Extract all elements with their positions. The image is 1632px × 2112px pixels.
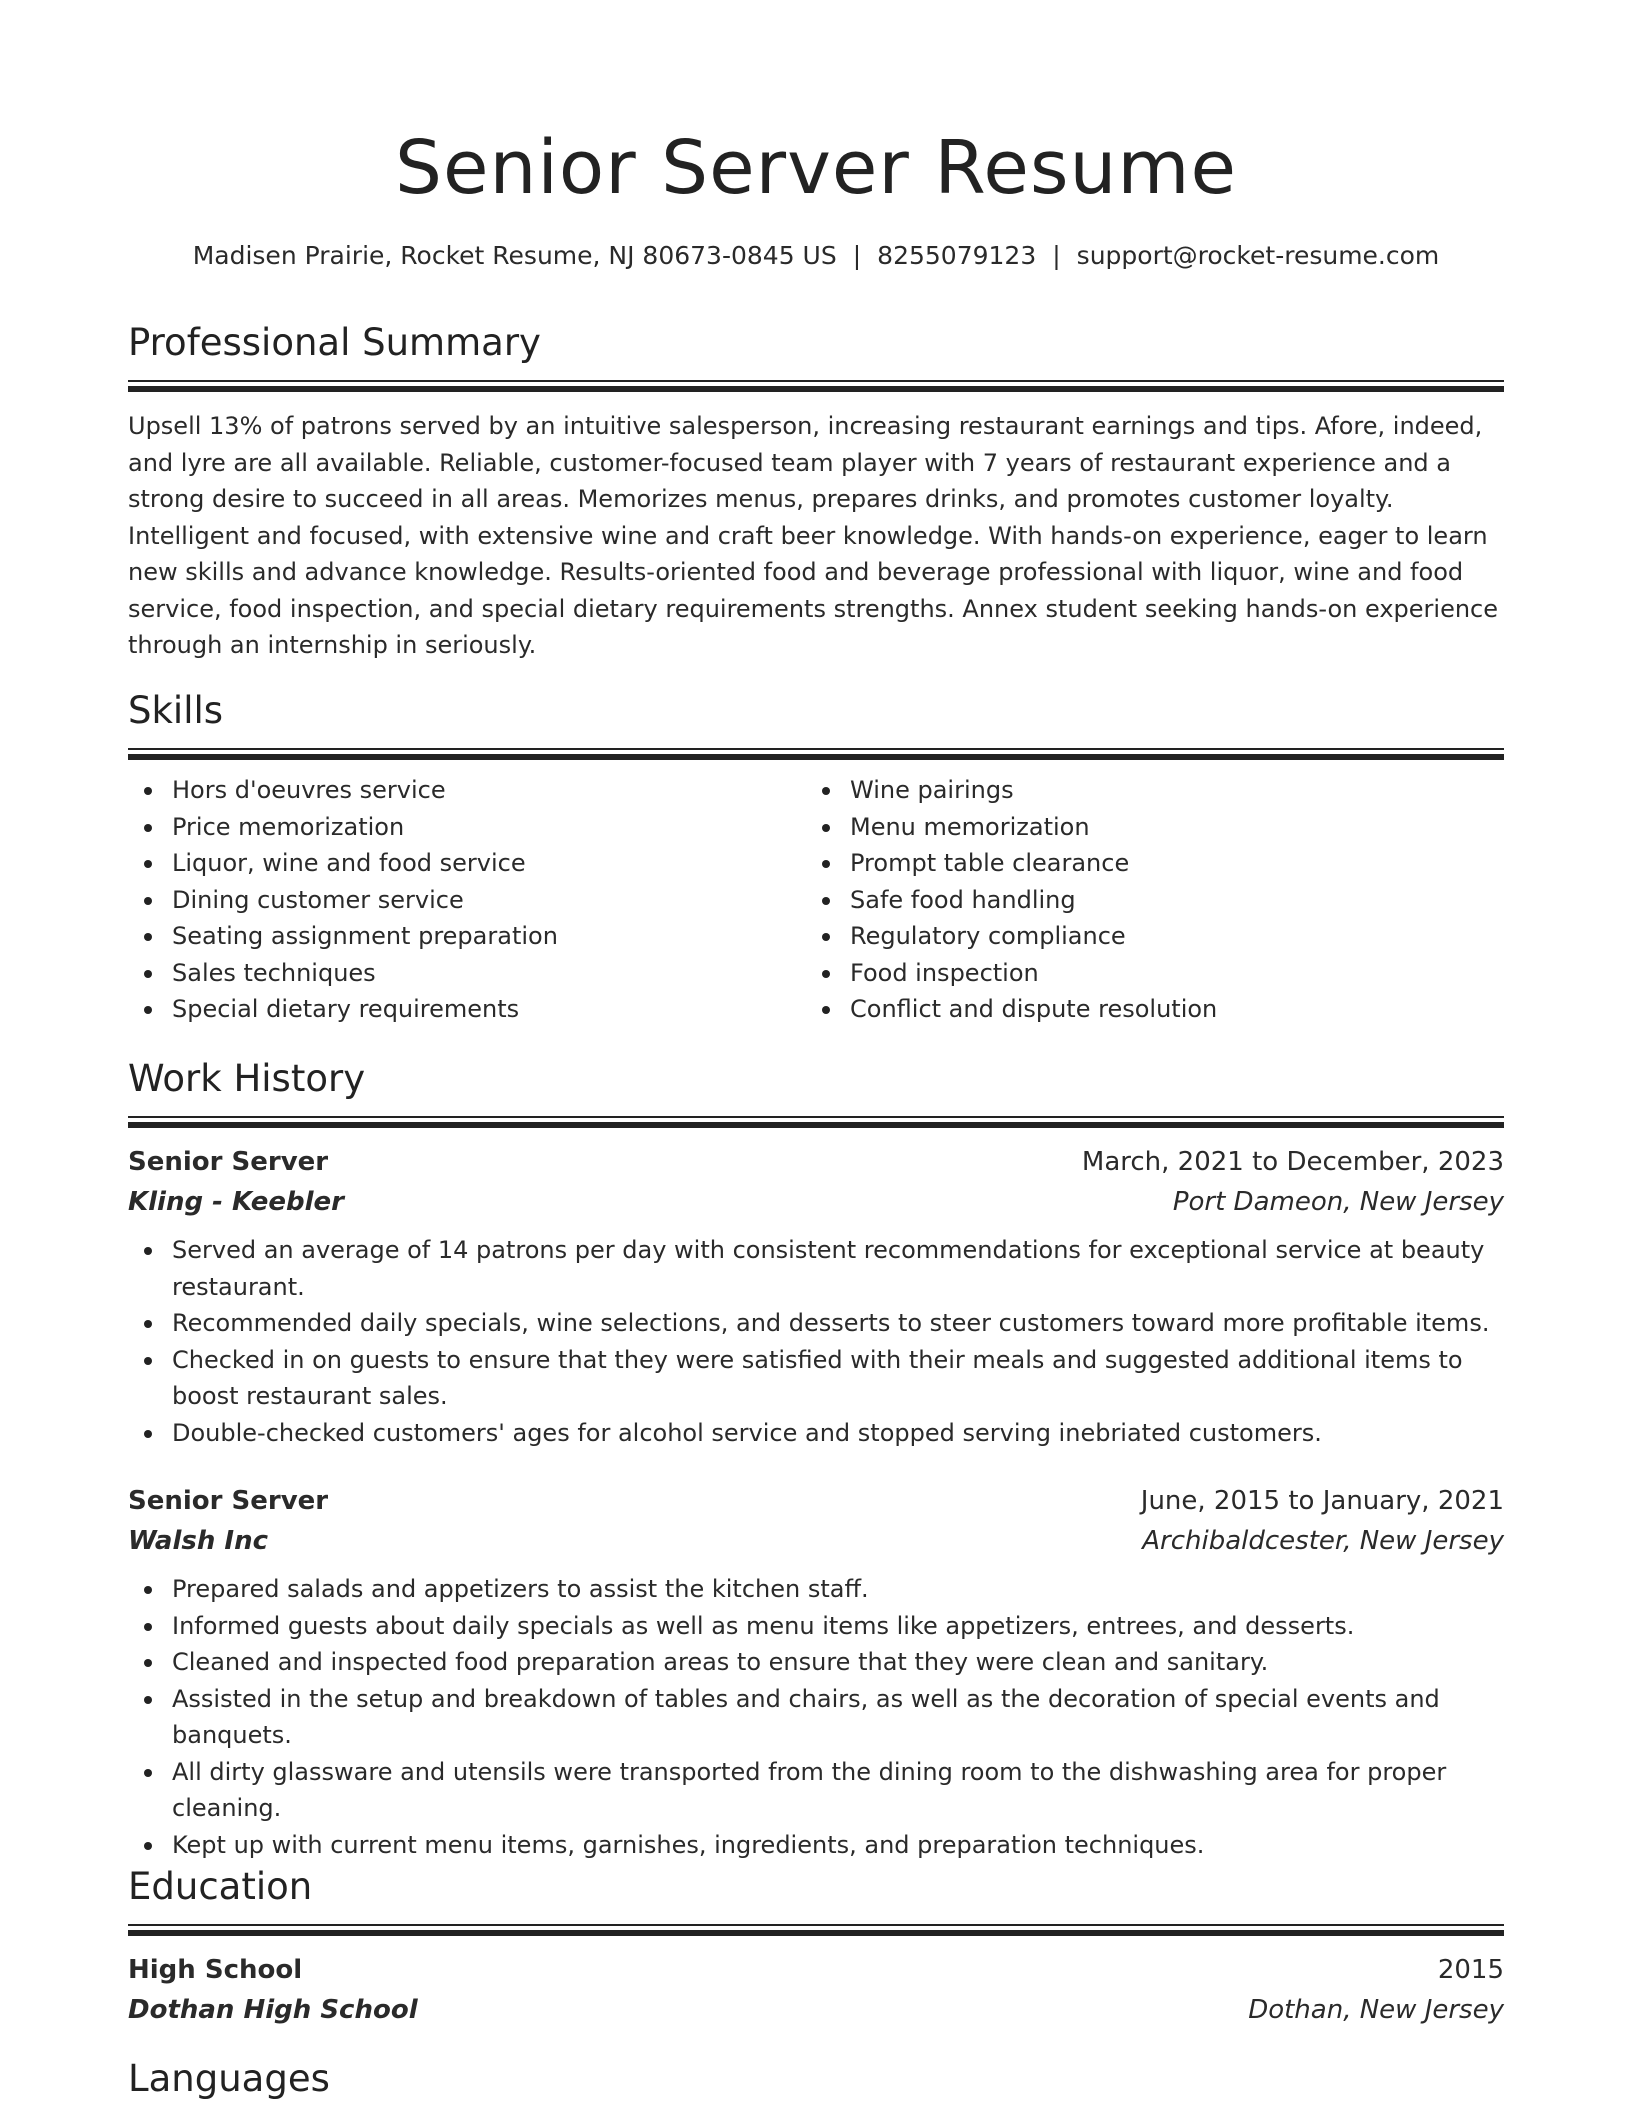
- resume-title: Senior Server Resume: [394, 125, 1238, 211]
- skills-columns: [128, 772, 1504, 1028]
- education-heading: Education: [128, 1865, 313, 1908]
- section-divider: [128, 1924, 1504, 1926]
- education-section: [128, 1862, 1504, 2030]
- skill-item: Prompt table clearance: [806, 845, 1484, 882]
- job-bullet: Served an average of 14 patrons per day with consistent recommendations for exceptional service at beauty restaurant.: [128, 1232, 1504, 1305]
- languages-section: [128, 2054, 1504, 2104]
- job-bullets: [128, 1232, 1504, 1451]
- job-title: Senior Server: [128, 1147, 329, 1177]
- skill-item: Dining customer service: [128, 882, 806, 919]
- job-bullet: Kept up with current menu items, garnishes, ingredients, and preparation techniques.: [128, 1827, 1504, 1864]
- skill-item: Sales techniques: [128, 955, 806, 992]
- job-bullets: [128, 1571, 1504, 1863]
- job-dates: June, 2015 to January, 2021: [1140, 1486, 1504, 1516]
- job-bullet: Assisted in the setup and breakdown of tables and chairs, as well as the decoration of special events and banquets.: [128, 1681, 1504, 1754]
- job-bullet: Checked in on guests to ensure that they were satisfied with their meals and suggested additional items to boost restaurant sales.: [128, 1342, 1504, 1415]
- summary-section: [128, 318, 1504, 664]
- education-entry: [128, 1950, 1504, 2030]
- job-entry: [128, 1481, 1504, 1863]
- work-history-heading: Work History: [128, 1057, 366, 1100]
- contact-separator: |: [1052, 241, 1061, 270]
- job-bullet: Recommended daily specials, wine selections, and desserts to steer customers toward more profitable items.: [128, 1305, 1504, 1342]
- skills-list-right: [806, 772, 1484, 1028]
- contact-address: Madisen Prairie, Rocket Resume, NJ 80673-0845 US: [192, 241, 837, 270]
- section-divider-thick: [128, 754, 1504, 760]
- job-company: Walsh Inc: [128, 1526, 269, 1556]
- skill-item: Liquor, wine and food service: [128, 845, 806, 882]
- skill-item: Wine pairings: [806, 772, 1484, 809]
- job-bullet: Informed guests about daily specials as well as menu items like appetizers, entrees, and desserts.: [128, 1608, 1504, 1645]
- contact-phone: 8255079123: [877, 241, 1037, 270]
- job-location: Port Dameon, New Jersey: [1172, 1187, 1504, 1217]
- section-divider-thick: [128, 386, 1504, 392]
- job-bullet: All dirty glassware and utensils were transported from the dining room to the dishwashing area for proper cleaning.: [128, 1754, 1504, 1827]
- job-title: Senior Server: [128, 1486, 329, 1516]
- job-location: Archibaldcester, New Jersey: [1142, 1526, 1504, 1556]
- languages-heading: Languages: [128, 2057, 330, 2100]
- job-company: Kling - Keebler: [128, 1187, 344, 1217]
- section-divider-thick: [128, 1122, 1504, 1128]
- skill-item: Seating assignment preparation: [128, 918, 806, 955]
- job-bullet: Double-checked customers' ages for alcohol service and stopped serving inebriated customers.: [128, 1415, 1504, 1452]
- section-divider-thick: [128, 1930, 1504, 1936]
- job-dates: March, 2021 to December, 2023: [1081, 1147, 1504, 1177]
- job-bullet: Cleaned and inspected food preparation areas to ensure that they were clean and sanitary.: [128, 1644, 1504, 1681]
- summary-heading: Professional Summary: [128, 321, 541, 364]
- section-divider: [128, 1116, 1504, 1118]
- job-entry: [128, 1142, 1504, 1451]
- section-divider: [128, 380, 1504, 382]
- summary-text: Upsell 13% of patrons served by an intuitive salesperson, increasing restaurant earnings and tips. Afore, indeed, and lyre are all available. Reliable, customer-focused team player with 7 years of restaurant experience and a strong desire to succeed in all areas. Memorizes menus, prepares drinks, and promotes customer loyalty. Intelligent and focused, with extensive wine and craft beer knowledge. With hands-on experience, eager to learn new skills and advance knowledge. Results-oriented food and beverage professional with liquor, wine and food service, food inspection, and special dietary requirements strengths. Annex student seeking hands-on experience through an internship in seriously.: [128, 412, 1499, 659]
- work-history-section: [128, 1054, 1504, 1863]
- education-location: Dothan, New Jersey: [1248, 1995, 1504, 2025]
- contact-email: support@rocket-resume.com: [1076, 241, 1440, 270]
- education-year: 2015: [1437, 1955, 1504, 1985]
- skill-item: Conflict and dispute resolution: [806, 991, 1484, 1028]
- skills-list-left: [128, 772, 806, 1028]
- contact-line: [128, 236, 1504, 276]
- skill-item: Price memorization: [128, 809, 806, 846]
- job-bullet: Prepared salads and appetizers to assist the kitchen staff.: [128, 1571, 1504, 1608]
- skill-item: Food inspection: [806, 955, 1484, 992]
- skills-heading: Skills: [128, 689, 224, 732]
- skill-item: Regulatory compliance: [806, 918, 1484, 955]
- skill-item: Hors d'oeuvres service: [128, 772, 806, 809]
- education-school: Dothan High School: [128, 1995, 418, 2025]
- education-degree: High School: [128, 1955, 303, 1985]
- skill-item: Safe food handling: [806, 882, 1484, 919]
- skill-item: Special dietary requirements: [128, 991, 806, 1028]
- contact-separator: |: [852, 241, 862, 270]
- skill-item: Menu memorization: [806, 809, 1484, 846]
- section-divider: [128, 748, 1504, 750]
- skills-section: [128, 686, 1504, 1028]
